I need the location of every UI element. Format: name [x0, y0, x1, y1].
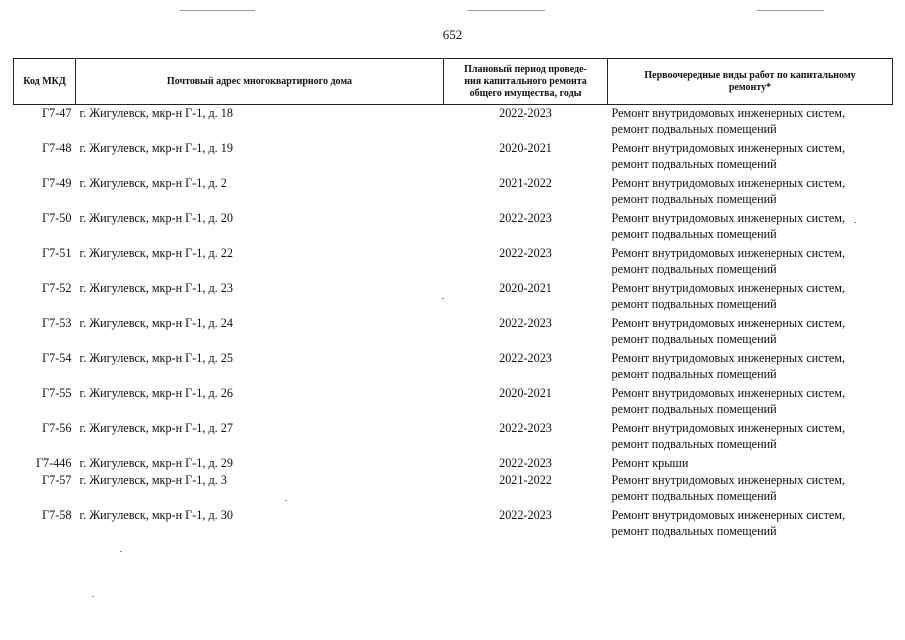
- cell-works: [608, 175, 893, 210]
- works-line-2: ремонт подвальных помещений: [611, 227, 777, 241]
- cell-period: 2020-2021: [499, 281, 552, 295]
- table-row: [14, 280, 893, 315]
- header-period: [444, 59, 608, 105]
- table-row: [14, 105, 893, 141]
- cell-period: 2022-2023: [499, 106, 552, 120]
- cell-address: г. Жигулевск, мкр-н Г-1, д. 25: [79, 351, 233, 365]
- table-row: [14, 455, 893, 472]
- header-works: [608, 59, 893, 105]
- top-rule-center: [467, 10, 545, 11]
- cell-works: [608, 472, 893, 507]
- works-line-2: ремонт подвальных помещений: [611, 437, 777, 451]
- table-row: [14, 472, 893, 507]
- cell-address: г. Жигулевск, мкр-н Г-1, д. 29: [79, 456, 233, 470]
- scan-speck: [92, 596, 94, 597]
- cell-code: Г7-52: [42, 281, 72, 295]
- cell-address: г. Жигулевск, мкр-н Г-1, д. 3: [79, 473, 227, 487]
- works-line-1: Ремонт внутридомовых инженерных систем,: [611, 351, 846, 365]
- cell-period: 2021-2022: [499, 176, 552, 190]
- table-body: [14, 105, 893, 543]
- cell-works: [608, 210, 893, 245]
- works-line-1: Ремонт внутридомовых инженерных систем,: [611, 508, 846, 522]
- cell-code: Г7-47: [42, 106, 72, 120]
- cell-address: г. Жигулевск, мкр-н Г-1, д. 18: [79, 106, 233, 120]
- cell-code: Г7-53: [42, 316, 72, 330]
- cell-period: 2022-2023: [499, 351, 552, 365]
- cell-code: Г7-49: [42, 176, 72, 190]
- works-line-2: ремонт подвальных помещений: [611, 262, 777, 276]
- scan-speck: [120, 551, 122, 552]
- works-line-1: Ремонт внутридомовых инженерных систем,: [611, 176, 846, 190]
- cell-works: [608, 455, 893, 472]
- cell-code: Г7-48: [42, 141, 72, 155]
- cell-code: Г7-54: [42, 351, 72, 365]
- cell-period: 2022-2023: [499, 316, 552, 330]
- works-line-2: ремонт подвальных помещений: [611, 157, 777, 171]
- works-line-1: Ремонт внутридомовых инженерных систем,: [611, 106, 846, 120]
- works-line-1: Ремонт крыши: [611, 456, 689, 470]
- table-row: [14, 210, 893, 245]
- cell-period: 2022-2023: [499, 456, 552, 470]
- cell-works: [608, 140, 893, 175]
- works-line-2: ремонт подвальных помещений: [611, 297, 777, 311]
- cell-address: г. Жигулевск, мкр-н Г-1, д. 27: [79, 421, 233, 435]
- top-rule-left: [180, 10, 255, 11]
- works-line-1: Ремонт внутридомовых инженерных систем,: [611, 386, 846, 400]
- top-rule-right: [757, 10, 824, 11]
- header-period-line-1: Плановый период проведе-: [464, 63, 587, 75]
- cell-address: г. Жигулевск, мкр-н Г-1, д. 19: [79, 141, 233, 155]
- cell-works: [608, 420, 893, 455]
- cell-works: [608, 105, 893, 141]
- works-line-2: ремонт подвальных помещений: [611, 489, 777, 503]
- cell-address: г. Жигулевск, мкр-н Г-1, д. 26: [79, 386, 233, 400]
- works-line-2: ремонт подвальных помещений: [611, 524, 777, 538]
- header-code: Код МКД: [14, 59, 76, 105]
- table-row: [14, 140, 893, 175]
- works-line-1: Ремонт внутридомовых инженерных систем,: [611, 211, 846, 225]
- cell-works: [608, 245, 893, 280]
- works-line-2: ремонт подвальных помещений: [611, 122, 777, 136]
- cell-address: г. Жигулевск, мкр-н Г-1, д. 20: [79, 211, 233, 225]
- header-period-line-3: общего имущества, годы: [469, 87, 582, 99]
- cell-period: 2022-2023: [499, 246, 552, 260]
- table-row: [14, 350, 893, 385]
- cell-period: 2021-2022: [499, 473, 552, 487]
- cell-address: г. Жигулевск, мкр-н Г-1, д. 23: [79, 281, 233, 295]
- works-line-1: Ремонт внутридомовых инженерных систем,: [611, 421, 846, 435]
- scan-speck: [854, 222, 856, 223]
- cell-address: г. Жигулевск, мкр-н Г-1, д. 24: [79, 316, 233, 330]
- cell-code: Г7-446: [36, 456, 72, 470]
- works-line-2: ремонт подвальных помещений: [611, 332, 777, 346]
- scan-speck: [285, 500, 287, 501]
- table-header: [14, 59, 893, 105]
- table-row: [14, 507, 893, 542]
- cell-period: 2020-2021: [499, 386, 552, 400]
- cell-period: 2022-2023: [499, 211, 552, 225]
- cell-address: г. Жигулевск, мкр-н Г-1, д. 2: [79, 176, 227, 190]
- works-line-1: Ремонт внутридомовых инженерных систем,: [611, 246, 846, 260]
- cell-works: [608, 280, 893, 315]
- cell-works: [608, 315, 893, 350]
- cell-address: г. Жигулевск, мкр-н Г-1, д. 22: [79, 246, 233, 260]
- header-address: Почтовый адрес многоквартирного дома: [76, 59, 444, 105]
- cell-code: Г7-51: [42, 246, 72, 260]
- table-row: [14, 315, 893, 350]
- cell-works: [608, 507, 893, 542]
- works-line-2: ремонт подвальных помещений: [611, 192, 777, 206]
- works-line-1: Ремонт внутридомовых инженерных систем,: [611, 473, 846, 487]
- works-line-2: ремонт подвальных помещений: [611, 367, 777, 381]
- cell-code: Г7-58: [42, 508, 72, 522]
- scan-speck: [442, 298, 444, 299]
- header-works-line-2: ремонту*: [728, 81, 772, 93]
- cell-code: Г7-56: [42, 421, 72, 435]
- cell-code: Г7-50: [42, 211, 72, 225]
- cell-works: [608, 350, 893, 385]
- cell-period: 2022-2023: [499, 421, 552, 435]
- housing-register-table: [13, 58, 893, 542]
- header-period-line-2: ния капитального ремонта: [464, 75, 587, 87]
- page-number: 652: [442, 27, 463, 42]
- table-row: [14, 385, 893, 420]
- table-row: [14, 175, 893, 210]
- table-row: [14, 245, 893, 280]
- cell-period: 2020-2021: [499, 141, 552, 155]
- header-works-line-1: Первоочередные виды работ по капитальному: [644, 69, 856, 81]
- works-line-1: Ремонт внутридомовых инженерных систем,: [611, 141, 846, 155]
- cell-period: 2022-2023: [499, 508, 552, 522]
- works-line-1: Ремонт внутридомовых инженерных систем,: [611, 316, 846, 330]
- table-row: [14, 420, 893, 455]
- works-line-1: Ремонт внутридомовых инженерных систем,: [611, 281, 846, 295]
- cell-works: [608, 385, 893, 420]
- cell-code: Г7-55: [42, 386, 72, 400]
- table-header-row: [14, 59, 893, 105]
- works-line-2: ремонт подвальных помещений: [611, 402, 777, 416]
- cell-code: Г7-57: [42, 473, 72, 487]
- cell-address: г. Жигулевск, мкр-н Г-1, д. 30: [79, 508, 233, 522]
